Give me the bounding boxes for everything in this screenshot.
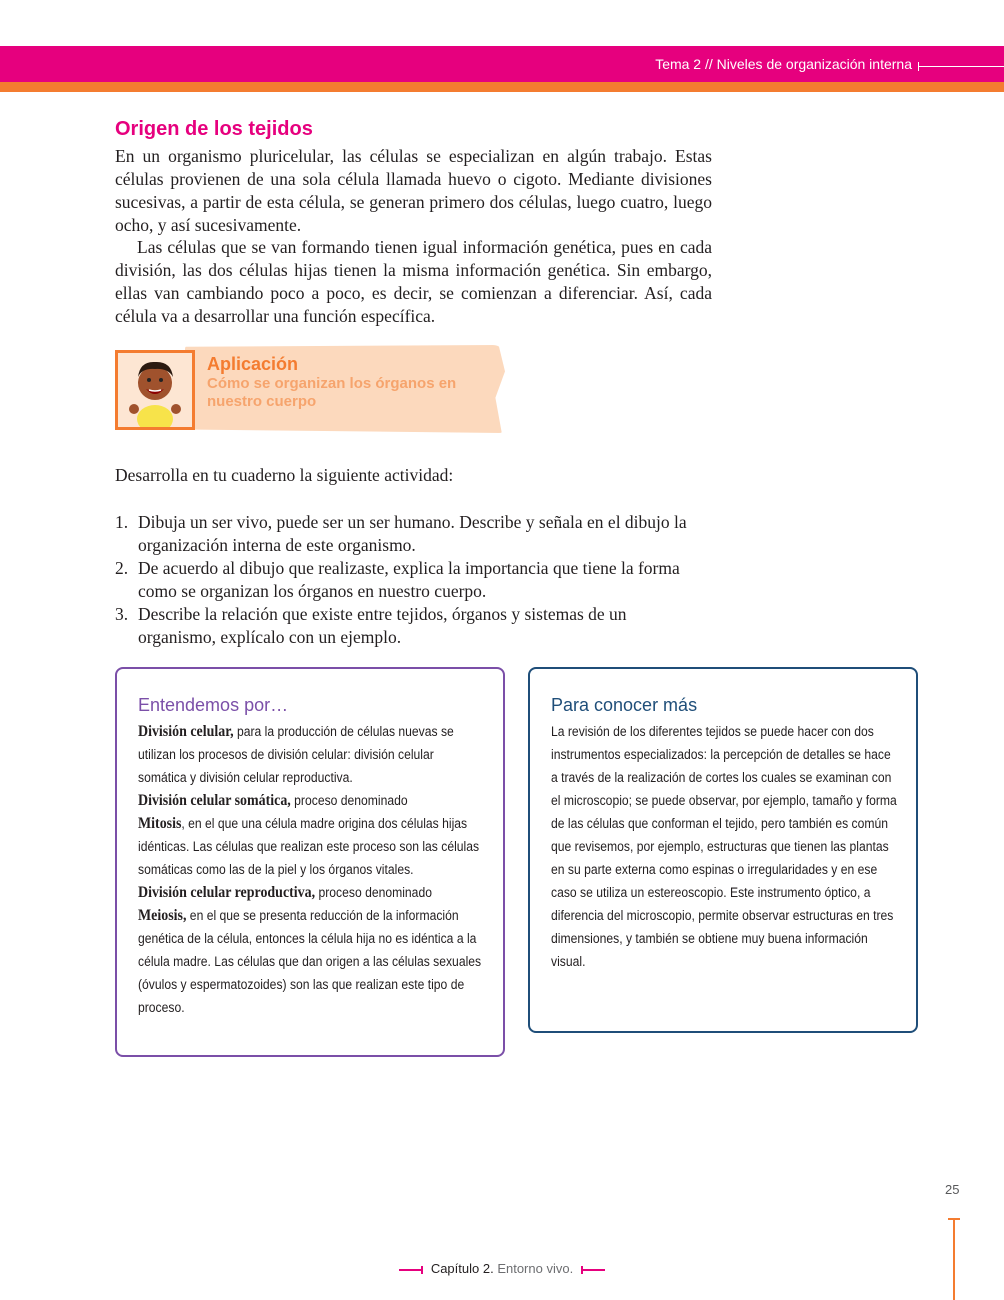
glossary-definition: proceso denominado: [290, 793, 408, 808]
list-item-text: Dibuja un ser vivo, puede ser un ser humano. Describe y señala en el dibujo la organización interna de este organismo.: [138, 512, 687, 555]
activity-list: [115, 511, 705, 649]
page-number: 25: [945, 1182, 960, 1197]
list-item-number: 3.: [115, 604, 129, 624]
glossary-definition: proceso denominado: [315, 885, 432, 900]
margin-rule: [953, 1220, 955, 1300]
footer: [0, 1261, 1004, 1276]
footer-rule-left: [399, 1269, 423, 1271]
glossary-term: División celular,: [138, 723, 234, 740]
glossary-term: División celular reproductiva,: [138, 884, 316, 901]
glossary-box: [115, 667, 505, 1057]
intro-paragraph: En un organismo pluricelular, las células se especializan en algún trabajo. Estas células provienen de una sola célula llamada huevo o cigoto. Mediante divisiones sucesivas, a partir de esta célula, se generan primero dos células, luego cuatro, luego ocho, y así sucesivamente.: [115, 146, 712, 235]
glossary-definition: , en el que una célula madre origina dos células hijas idénticas. Las células que realizan este proceso son las células somáticas como las de la piel y los órganos vitales.: [138, 816, 480, 877]
footer-chapter-name: Entorno vivo.: [497, 1261, 574, 1276]
glossary-term: Mitosis: [138, 815, 182, 832]
activity-intro: Desarrolla en tu cuaderno la siguiente actividad:: [115, 465, 454, 485]
list-item: [115, 511, 705, 557]
application-title: Aplicación: [207, 354, 299, 374]
smiling-child-thumbs-up-icon: [115, 350, 195, 430]
application-subtitle: Cómo se organizan los órganos en nuestro cuerpo: [207, 375, 457, 410]
header-breadcrumb: Tema 2 // Niveles de organización interna: [655, 56, 912, 72]
footer-chapter: Capítulo 2.: [430, 1261, 494, 1276]
glossary-term: Meiosis,: [138, 907, 187, 924]
list-item: [115, 603, 705, 649]
glossary-text: [138, 720, 485, 1019]
list-item-text: Describe la relación que existe entre tejidos, órganos y sistemas de un organismo, explícalo con un ejemplo.: [138, 604, 627, 647]
glossary-definition: para la producción de células nuevas se utilizan los procesos de división celular: división celular somática y división celular reproductiva.: [138, 724, 454, 785]
glossary-term: División celular somática,: [138, 792, 291, 809]
list-item-text: De acuerdo al dibujo que realizaste, explica la importancia que tiene la forma como se organizan los órganos en nuestro cuerpo.: [138, 558, 680, 601]
learn-more-box: [528, 667, 918, 1033]
list-item-number: 2.: [115, 558, 129, 578]
genetics-paragraph: Las células que se van formando tienen igual información genética, pues en cada división, las dos células hijas tienen la misma información genética. Sin embargo, ellas van cambiando poco a poco, es decir, se comienzan a diferenciar. Así, cada célula va a desarrollar una función específica.: [115, 237, 712, 326]
learn-more-title: Para conocer más: [551, 695, 698, 715]
glossary-title: Entendemos por…: [138, 695, 289, 715]
learn-more-text: La revisión de los diferentes tejidos se puede hacer con dos instrumentos especializados: la percepción de detalles se hace a través de la realización de cortes los cuales se examinan con el microscopio; se puede observar, por ejemplo, tamaño y forma de las células que conforman el tejido, pero también es común que revisemos, por ejemplo, estructuras que tienen las plantas en su parte externa como espinas o irregularidades y en ese caso se utiliza un estereoscopio. Este instrumento óptico, a diferencia del microscopio, permite observar estructuras en tres dimensiones, y también se obtiene muy buena información visual.: [551, 724, 897, 969]
header-rule: [918, 66, 1004, 67]
list-item-number: 1.: [115, 512, 129, 532]
footer-rule-right: [581, 1269, 605, 1271]
glossary-definition: en el que se presenta reducción de la información genética de la célula, entonces la célula hija no es idéntica a la célula madre. Las células que dan origen a las células sexuales (óvulos y espermatozoides) son las que realizan este tipo de proceso.: [138, 908, 482, 1015]
section-title: Origen de los tejidos: [115, 118, 313, 140]
header-accent-stripe: [0, 82, 1004, 92]
application-banner: [115, 345, 505, 435]
list-item: [115, 557, 705, 603]
